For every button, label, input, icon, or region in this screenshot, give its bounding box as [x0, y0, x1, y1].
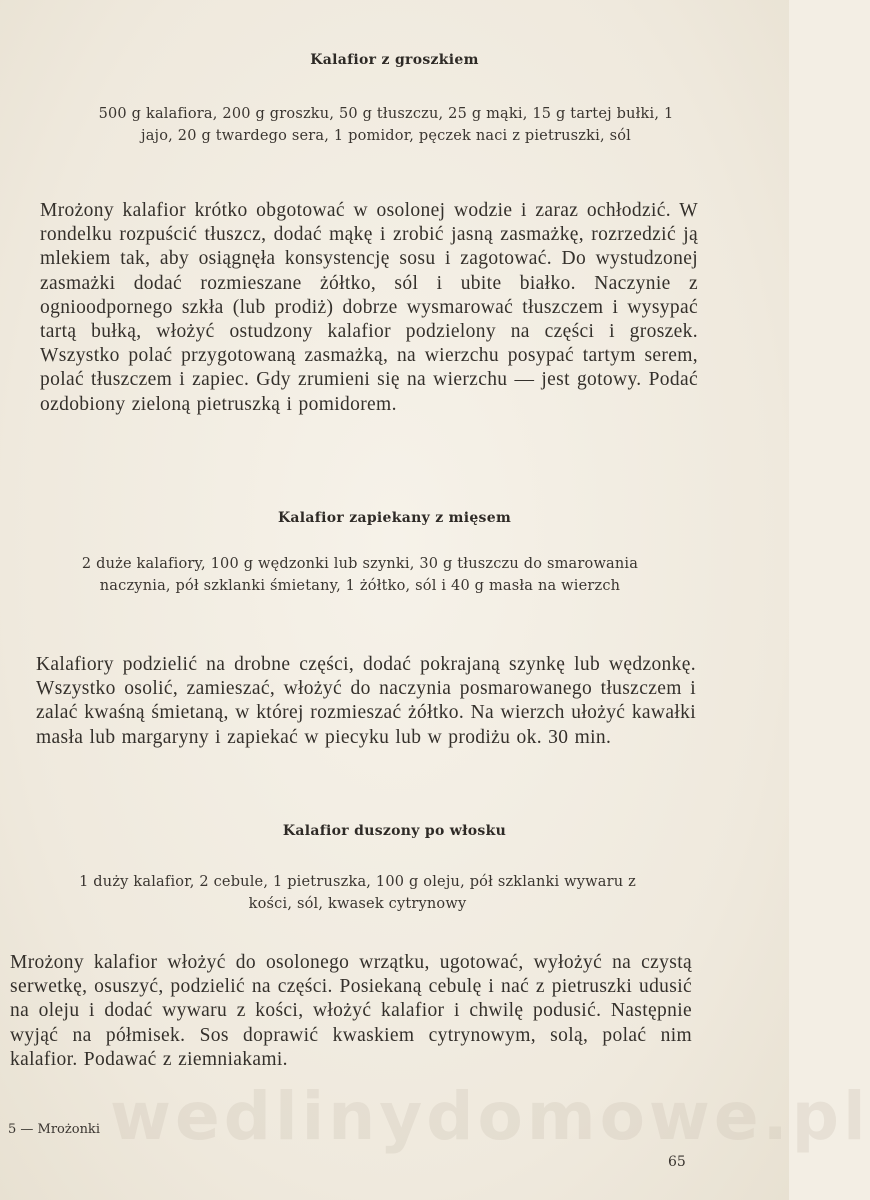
recipe-title: Kalafior z groszkiem: [310, 52, 479, 68]
recipe-title: Kalafior duszony po włosku: [282, 823, 507, 839]
recipe-instructions: Kalafiory podzielić na drobne części, dodać pokrajaną szynkę lub wędzonkę. Wszystko osolić, zamieszać, włożyć do naczynia posmarowanego tłuszczem i zalać kwaśną śmietaną, w której rozmieszać żółtko. Na wierzch ułożyć kawałki masła lub margaryny i zapiekać w piecyku lub w prodiżu ok. 30 min.: [36, 654, 696, 748]
recipe-instructions: Mrożony kalafior włożyć do osolonego wrzątku, ugotować, wyłożyć na czystą serwetkę, osuszyć, podzielić na części. Posiekaną cebulę i nać z pietruszki udusić na oleju i dodać wywaru z kości, włożyć kalafior i chwilę podusić. Następnie wyjąć na półmisek. Sos doprawić kwaskiem cytrynowym, solą, polać nim kalafior. Podawać z ziemniakami.: [10, 952, 692, 1070]
recipe-ingredients: 500 g kalafiora, 200 g groszku, 50 g tłuszczu, 25 g mąki, 15 g tartej bułki, 1 jajo, 20 g twardego sera, 1 pomidor, pęczek naci z pietruszki, sól: [98, 106, 674, 144]
recipe-title: Kalafior zapiekany z mięsem: [277, 510, 512, 526]
page-number: 65: [668, 1154, 686, 1170]
signature-mark: 5 — Mrożonki: [8, 1122, 100, 1137]
recipe-instructions: Mrożony kalafior krótko obgotować w osolonej wodzie i zaraz ochłodzić. W rondelku rozpuścić tłuszcz, dodać mąkę i zrobić jasną zasmażkę, rozrzedzić ją mlekiem tak, aby osiągnęła konsystencję sosu i zagotować. Do wystudzonej zasmażki dodać rozmieszane żółtko, sól i ubite białko. Naczynie z ognioodpornego szkła (lub prodiż) dobrze wysmarować tłuszczem i wysypać tartą bułką, włożyć ostudzony kalafior podzielony na części i groszek. Wszystko polać przygotowaną zasmażką, na wierzchu posypać tartym serem, polać tłuszczem i zapiec. Gdy zrumieni się na wierzchu — jest gotowy. Podać ozdobiony zieloną pietruszką i pomidorem.: [40, 200, 698, 415]
recipe-ingredients: 1 duży kalafior, 2 cebule, 1 pietruszka, 100 g oleju, pół szklanki wywaru z kości, sól, kwasek cytrynowy: [79, 874, 636, 912]
watermark: wedlinydomowe.pl: [110, 1078, 870, 1155]
recipe-ingredients: 2 duże kalafiory, 100 g wędzonki lub szynki, 30 g tłuszczu do smarowania naczynia, pół szklanki śmietany, 1 żółtko, sól i 40 g masła na wierzch: [81, 556, 639, 594]
